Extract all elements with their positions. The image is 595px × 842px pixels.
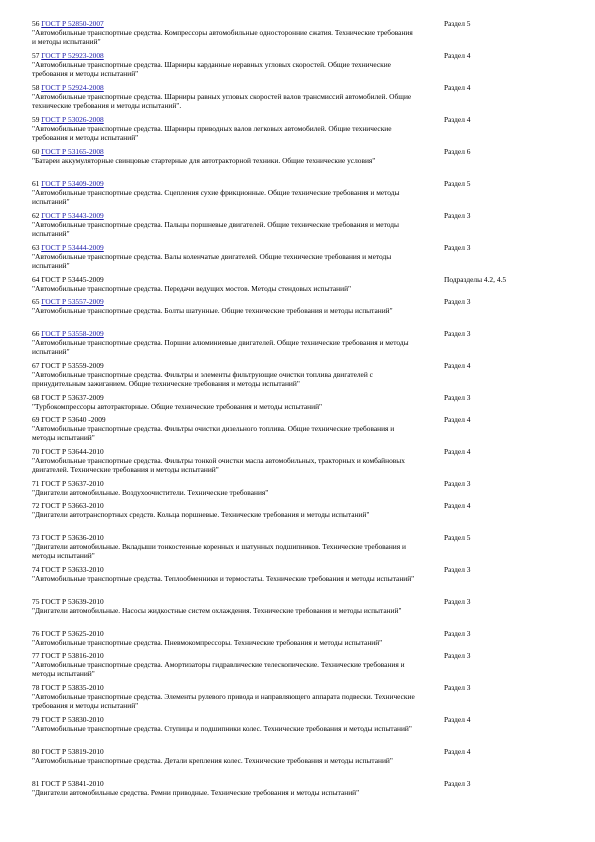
standard-title: "Двигатели автотранспортных средств. Кольца поршневые. Технические требования и методы испытаний": [32, 510, 370, 520]
standard-title: "Автомобильные транспортные средства. Фильтры и элементы фильтрующие очистки топлива двигателей с принудительным зажиганием. Общие технические требования и методы испытаний": [32, 370, 373, 389]
section-reference: Раздел 6: [444, 147, 471, 156]
standard-title: "Автомобильные транспортные средства. Компрессоры автомобильные односторонние сжатия. Технические требования и методы испытаний": [32, 28, 413, 47]
standard-title: "Автомобильные транспортные средства. Шарниры равных угловых скоростей валов трансмиссий автомобилей. Общие технические требования и методы испытаний".: [32, 92, 412, 111]
entry-heading: [32, 115, 572, 124]
standard-title: "Двигатели автомобильные. Вкладыши тонкостенные коренных и шатунных подшипников. Технические требования и методы испытаний": [32, 542, 406, 561]
standard-title: "Автомобильные транспортные средства. Элементы рулевого привода и направляющего аппарата подвески. Технические требования и методы испытаний": [32, 692, 415, 711]
entry-number: 72: [32, 501, 40, 510]
standard-entry: [32, 629, 572, 651]
section-reference: Подразделы 4.2, 4.5: [444, 275, 507, 284]
standard-entry: [32, 533, 572, 565]
standard-code-link[interactable]: ГОСТ Р 53409-2009: [41, 179, 104, 188]
section-reference: Раздел 5: [444, 179, 471, 188]
entry-number: 78: [32, 683, 40, 692]
entry-heading: [32, 597, 572, 606]
standard-entry: [32, 19, 572, 51]
entry-number: 75: [32, 597, 40, 606]
section-reference: Раздел 4: [444, 83, 471, 92]
standard-entry: [32, 415, 572, 447]
section-reference: Раздел 4: [444, 51, 471, 60]
section-reference: Раздел 4: [444, 415, 471, 424]
standard-code: ГОСТ Р 53633-2010: [41, 565, 104, 574]
entry-number: 77: [32, 651, 40, 660]
standard-title: "Турбокомпрессоры автотракторные. Общие технические требования и методы испытаний": [32, 402, 323, 412]
standard-title: "Автомобильные транспортные средства. Шарниры карданные неравных угловых скоростей. Общие технические требования и методы испытаний": [32, 60, 391, 79]
entry-number: 65: [32, 297, 40, 306]
standard-title: "Двигатели автомобильные. Воздухоочистители. Технические требования": [32, 488, 269, 498]
standard-entry: [32, 479, 572, 501]
standard-code: ГОСТ Р 53841-2010: [41, 779, 104, 788]
entry-heading: [32, 501, 572, 510]
entry-number: 81: [32, 779, 40, 788]
entry-number: 76: [32, 629, 40, 638]
entry-heading: [32, 179, 572, 188]
standard-title: "Автомобильные транспортные средства. Пневмокомпрессоры. Технические требования и методы испытаний": [32, 638, 383, 648]
entry-number: 79: [32, 715, 40, 724]
standard-title: "Автомобильные транспортные средства. Пальцы поршневые двигателей. Общие технические требования и методы испытаний": [32, 220, 399, 239]
section-reference: Раздел 3: [444, 565, 471, 574]
standard-code: ГОСТ Р 53640 -2009: [41, 415, 106, 424]
section-reference: Раздел 5: [444, 533, 471, 542]
entry-heading: [32, 565, 572, 574]
entry-heading: [32, 779, 572, 788]
standard-code: ГОСТ Р 53559-2009: [41, 361, 104, 370]
standard-code-link[interactable]: ГОСТ Р 53443-2009: [41, 211, 104, 220]
entry-number: 80: [32, 747, 40, 756]
section-reference: Раздел 3: [444, 779, 471, 788]
standard-code: ГОСТ Р 53819-2010: [41, 747, 104, 756]
entry-number: 73: [32, 533, 40, 542]
standard-title: "Автомобильные транспортные средства. Валы коленчатые двигателей. Общие технические требования и методы испытаний": [32, 252, 392, 271]
entry-heading: [32, 297, 572, 306]
section-reference: Раздел 3: [444, 297, 471, 306]
entry-number: 67: [32, 361, 40, 370]
standard-code-link[interactable]: ГОСТ Р 52850-2007: [41, 19, 104, 28]
standard-title: "Автомобильные транспортные средства. Амортизаторы гидравлические телескопические. Технические требования и методы испытаний": [32, 660, 405, 679]
standard-entry: [32, 243, 572, 275]
standard-title: "Автомобильные транспортные средства. Сцепления сухие фрикционные. Общие технические требования и методы испытаний": [32, 188, 400, 207]
standard-code: ГОСТ Р 53663-2010: [41, 501, 104, 510]
standard-entry: [32, 179, 572, 211]
section-reference: Раздел 4: [444, 747, 471, 756]
standard-code-link[interactable]: ГОСТ Р 53444-2009: [41, 243, 104, 252]
entry-number: 56: [32, 19, 40, 28]
standard-code: ГОСТ Р 53816-2010: [41, 651, 104, 660]
standard-code-link[interactable]: ГОСТ Р 53026-2008: [41, 115, 104, 124]
entry-heading: [32, 447, 572, 456]
entry-heading: [32, 329, 572, 338]
standard-code: ГОСТ Р 53637-2009: [41, 393, 104, 402]
standard-title: "Автомобильные транспортные средства. Поршни алюминиевые двигателей. Общие технические требования и методы испытаний": [32, 338, 409, 357]
standard-title: "Автомобильные транспортные средства. Теплообменники и термостаты. Технические требования и методы испытаний": [32, 574, 415, 584]
entry-heading: [32, 715, 572, 724]
section-reference: Раздел 3: [444, 479, 471, 488]
standard-entry: [32, 83, 572, 115]
section-reference: Раздел 3: [444, 651, 471, 660]
entry-number: 64: [32, 275, 40, 284]
standard-code-link[interactable]: ГОСТ Р 53165-2008: [41, 147, 104, 156]
entry-number: 57: [32, 51, 40, 60]
section-reference: Раздел 3: [444, 393, 471, 402]
entry-heading: [32, 147, 572, 156]
standard-code: ГОСТ Р 53637-2010: [41, 479, 104, 488]
section-reference: Раздел 3: [444, 629, 471, 638]
standard-title: "Двигатели автомобильные средства. Ремни приводные. Технические требования и методы испытаний": [32, 788, 360, 798]
section-reference: Раздел 4: [444, 715, 471, 724]
standard-title: "Автомобильные транспортные средства. Шарниры приводных валов легковых автомобилей. Общие технические требования и методы испытаний": [32, 124, 392, 143]
entry-number: 74: [32, 565, 40, 574]
entry-heading: [32, 629, 572, 638]
standard-title: "Автомобильные транспортные средства. Передачи ведущих мостов. Методы стендовых испытаний": [32, 284, 352, 294]
standard-code-link[interactable]: ГОСТ Р 53557-2009: [41, 297, 104, 306]
standard-title: "Батареи аккумуляторные свинцовые стартерные для автотракторной техники. Общие технические условия": [32, 156, 376, 166]
entry-heading: [32, 83, 572, 92]
standard-code: ГОСТ Р 53830-2010: [41, 715, 104, 724]
standard-title: "Автомобильные транспортные средства. Детали крепления колес. Технические требования и методы испытаний": [32, 756, 393, 766]
entry-heading: [32, 393, 572, 402]
entry-heading: [32, 211, 572, 220]
entry-heading: [32, 361, 572, 370]
entry-number: 61: [32, 179, 40, 188]
entry-number: 63: [32, 243, 40, 252]
entry-number: 71: [32, 479, 40, 488]
entry-heading: [32, 479, 572, 488]
standard-code-link[interactable]: ГОСТ Р 53558-2009: [41, 329, 104, 338]
entry-number: 69: [32, 415, 40, 424]
standard-entry: [32, 297, 572, 329]
standard-title: "Автомобильные транспортные средства. Болты шатунные. Общие технические требования и методы испытаний": [32, 306, 393, 316]
entry-heading: [32, 51, 572, 60]
standard-entry: [32, 329, 572, 361]
standard-code: ГОСТ Р 53625-2010: [41, 629, 104, 638]
document-page: [32, 19, 572, 801]
section-reference: Раздел 4: [444, 361, 471, 370]
entry-heading: [32, 651, 572, 660]
standard-title: "Двигатели автомобильные. Насосы жидкостные систем охлаждения. Технические требования и методы испытаний": [32, 606, 402, 616]
standard-entry: [32, 779, 572, 801]
section-reference: Раздел 4: [444, 501, 471, 510]
section-reference: Раздел 3: [444, 683, 471, 692]
section-reference: Раздел 4: [444, 447, 471, 456]
standard-entry: [32, 715, 572, 747]
standard-entry: [32, 565, 572, 597]
standard-entry: [32, 275, 572, 297]
standard-code: ГОСТ Р 53639-2010: [41, 597, 104, 606]
standard-title: "Автомобильные транспортные средства. Ступицы и подшипники колес. Технические требования и методы испытаний": [32, 724, 412, 734]
entry-heading: [32, 243, 572, 252]
standard-code: ГОСТ Р 53445-2009: [41, 275, 104, 284]
standard-code-link[interactable]: ГОСТ Р 52923-2008: [41, 51, 104, 60]
standard-entry: [32, 115, 572, 147]
standard-code: ГОСТ Р 53835-2010: [41, 683, 104, 692]
section-reference: Раздел 3: [444, 329, 471, 338]
standard-entry: [32, 447, 572, 479]
entry-heading: [32, 747, 572, 756]
entry-number: 62: [32, 211, 40, 220]
entry-number: 68: [32, 393, 40, 402]
entry-number: 70: [32, 447, 40, 456]
standard-title: "Автомобильные транспортные средства. Фильтры тонкой очистки масла автомобильных, тракторных и комбайновых двигателей. Технические требования и методы испытаний": [32, 456, 405, 475]
entry-number: 66: [32, 329, 40, 338]
standard-entry: [32, 683, 572, 715]
section-reference: Раздел 4: [444, 115, 471, 124]
standard-code-link[interactable]: ГОСТ Р 52924-2008: [41, 83, 104, 92]
entry-heading: [32, 533, 572, 542]
standard-entry: [32, 361, 572, 393]
entry-heading: [32, 415, 572, 424]
entry-number: 60: [32, 147, 40, 156]
standard-code: ГОСТ Р 53636-2010: [41, 533, 104, 542]
entry-heading: [32, 683, 572, 692]
standard-entry: [32, 747, 572, 779]
standard-entry: [32, 211, 572, 243]
entry-number: 59: [32, 115, 40, 124]
entry-heading: [32, 19, 572, 28]
standard-entry: [32, 147, 572, 179]
standard-entry: [32, 501, 572, 533]
standard-title: "Автомобильные транспортные средства. Фильтры очистки дизельного топлива. Общие технические требования и методы испытаний": [32, 424, 395, 443]
standard-entry: [32, 597, 572, 629]
standard-code: ГОСТ Р 53644-2010: [41, 447, 104, 456]
section-reference: Раздел 5: [444, 19, 471, 28]
section-reference: Раздел 3: [444, 243, 471, 252]
section-reference: Раздел 3: [444, 597, 471, 606]
standard-entry: [32, 51, 572, 83]
standard-entry: [32, 393, 572, 415]
entry-number: 58: [32, 83, 40, 92]
section-reference: Раздел 3: [444, 211, 471, 220]
standard-entry: [32, 651, 572, 683]
